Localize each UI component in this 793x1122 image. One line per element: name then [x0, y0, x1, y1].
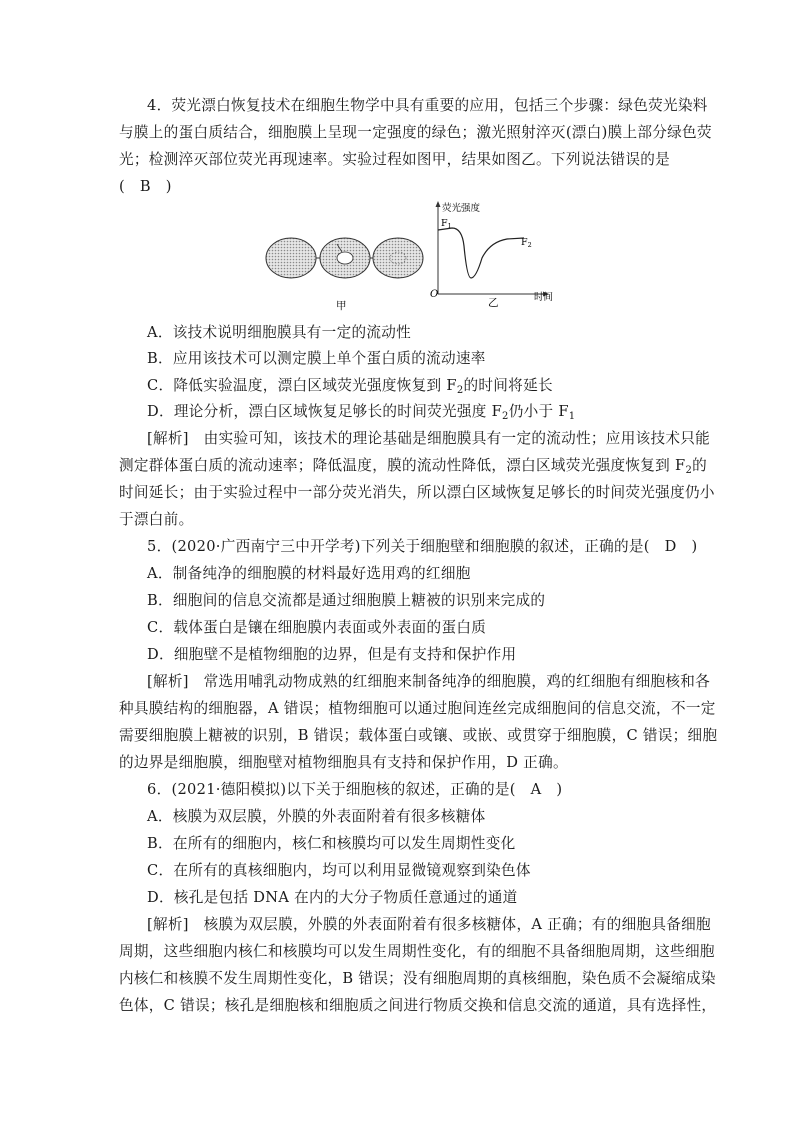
q6-option-c: C．在所有的真核细胞内，均可以利用显微镜观察到染色体	[147, 862, 531, 879]
q4-analysis-line-1: [解析] 由实验可知，该技术的理论基础是细胞膜具有一定的流动性；应用该技术只能	[147, 430, 711, 447]
origin-label: O	[430, 289, 439, 300]
figure-yi-label: 乙	[488, 297, 499, 309]
q5-analysis-line-1: [解析] 常选用哺乳动物成熟的红细胞来制备纯净的细胞膜，鸡的红细胞有细胞核和各	[147, 673, 711, 690]
q5-analysis-line-3: 需要细胞膜上糖被的识别，B 错误；载体蛋白或镶、或嵌、或贯穿于细胞膜，C 错误；细胞	[119, 727, 718, 744]
q6-analysis-line-2: 周期，这些细胞内核仁和核膜均可以发生周期性变化，有的细胞不具备细胞周期，这些细胞	[119, 943, 715, 960]
q6-option-d: D．核孔是包括 DNA 在内的大分子物质任意通过的通道	[147, 889, 518, 906]
x-axis-label: 时间	[534, 292, 554, 303]
q5-stem: 5．(2020·广西南宁三中开学考)下列关于细胞壁和细胞膜的叙述，正确的是( D )	[147, 538, 698, 555]
q4-option-b: B．应用该技术可以测定膜上单个蛋白质的流动速率	[147, 350, 486, 367]
q4-figure	[262, 198, 562, 314]
cell-recovered	[373, 238, 423, 278]
q4-stem-line-3: 光；检测淬灭部位荧光再现速率。实验过程如图甲，结果如图乙。下列说法错误的是	[119, 151, 671, 168]
q4-analysis-line-2: 测定群体蛋白质的流动速率；降低温度，膜的流动性降低，漂白区域荧光强度恢复到 $F_2$的	[119, 457, 708, 476]
f1-label: $F_1$	[441, 218, 452, 230]
q4-stem-line-1: 4．荧光漂白恢复技术在细胞生物学中具有重要的应用，包括三个步骤：绿色荧光染料	[147, 97, 708, 114]
figure-jia-label: 甲	[336, 300, 347, 312]
q5-analysis-line-2: 种具膜结构的细胞器，A 错误；植物细胞可以通过胞间连丝完成细胞间的信息交流，不一定	[119, 700, 716, 717]
q5-option-d: D．细胞壁不是植物细胞的边界，但是有支持和保护作用	[147, 646, 517, 663]
q5-option-a: A．制备纯净的细胞膜的材料最好选用鸡的红细胞	[147, 565, 471, 582]
q6-analysis-line-3: 内核仁和核膜不发生周期性变化，B 错误；没有细胞周期的真核细胞，染色质不会凝缩成染	[119, 970, 716, 987]
f2-label: $F_2$	[521, 237, 532, 249]
graph-yi	[436, 201, 550, 297]
y-axis-label: 荧光强度	[442, 203, 481, 214]
q6-option-a: A．核膜为双层膜，外膜的外表面附着有很多核糖体	[147, 808, 486, 825]
fluorescence-curve	[438, 228, 524, 278]
q4-analysis-line-3: 时间延长；由于实验过程中一部分荧光消失，所以漂白区域恢复足够长的时间荧光强度仍小	[119, 484, 715, 501]
q4-stem-line-2: 与膜上的蛋白质结合，细胞膜上呈现一定强度的绿色；激光照射淬灭(漂白)膜上部分绿色荧	[119, 124, 712, 141]
q4-option-a: A．该技术说明细胞膜具有一定的流动性	[147, 324, 412, 341]
q4-figure-svg	[262, 198, 562, 314]
q5-analysis-line-4: 的边界是细胞膜，细胞壁对植物细胞具有支持和保护作用，D 正确。	[119, 754, 568, 771]
q6-option-b: B．在所有的细胞内，核仁和核膜均可以发生周期性变化	[147, 835, 516, 852]
q4-option-c: C．降低实验温度，漂白区域荧光强度恢复到 $F_2$的时间将延长	[147, 377, 553, 396]
q6-stem: 6．(2021·德阳模拟)以下关于细胞核的叙述，正确的是( A )	[147, 781, 563, 798]
q4-option-d: D．理论分析，漂白区域恢复足够长的时间荧光强度 $F_2$仍小于 $F_1$	[147, 403, 576, 422]
q6-analysis-line-4: 色体，C 错误；核孔是细胞核和细胞质之间进行物质交换和信息交流的通道，具有选择性，	[119, 997, 717, 1014]
cell-bleached	[320, 238, 370, 278]
q4-analysis-line-4: 于漂白前。	[119, 511, 194, 528]
q5-option-b: B．细胞间的信息交流都是通过细胞膜上糖被的识别来完成的	[147, 592, 546, 609]
q4-answer-bracket: ( B )	[119, 178, 172, 195]
q6-analysis-line-1: [解析] 核膜为双层膜，外膜的外表面附着有很多核糖体，A 正确；有的细胞具备细胞	[147, 916, 711, 933]
q5-option-c: C．载体蛋白是镶在细胞膜内表面或外表面的蛋白质	[147, 619, 487, 636]
cell-before-bleach	[266, 238, 316, 278]
